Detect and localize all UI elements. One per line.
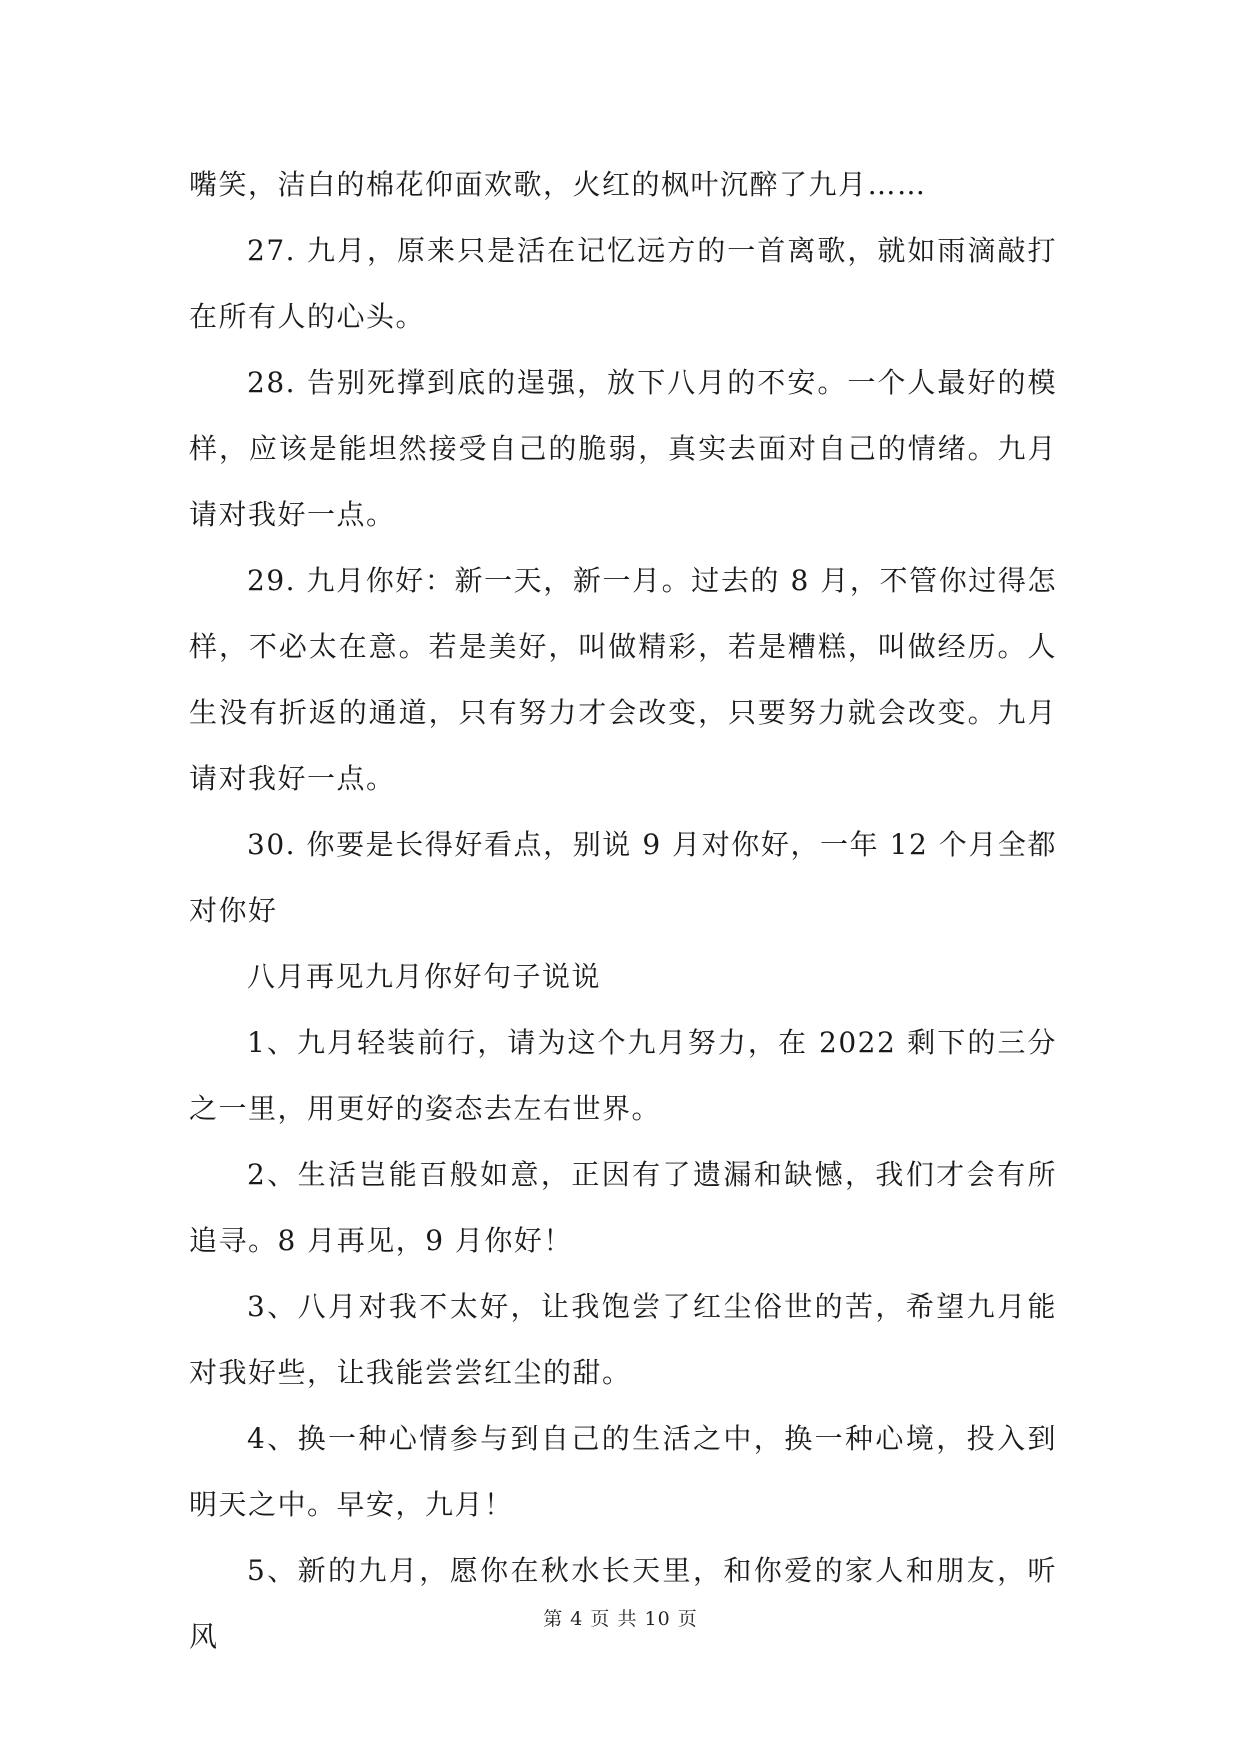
paragraph-28: 28. 告别死撑到底的逞强，放下八月的不安。一个人最好的模样，应该是能坦然接受自己的脆弱，真实去面对自己的情绪。九月请对我好一点。 xyxy=(189,366,1057,531)
paragraph-29: 29. 九月你好：新一天，新一月。过去的 8 月，不管你过得怎样，不必太在意。若是美好，叫做精彩，若是糟糕，叫做经历。人生没有折返的通道，只有努力才会改变，只要努力就会改变。九月请对我好一点。 xyxy=(189,564,1057,795)
list-item-1: 1、九月轻装前行，请为这个九月努力，在 2022 剩下的三分之一里，用更好的姿态去左右世界。 xyxy=(189,1026,1057,1125)
list-item-3: 3、八月对我不太好，让我饱尝了红尘俗世的苦，希望九月能对我好些，让我能尝尝红尘的甜。 xyxy=(189,1290,1057,1389)
list-item-2: 2、生活岂能百般如意，正因有了遗漏和缺憾，我们才会有所追寻。8 月再见，9 月你好！ xyxy=(189,1158,1057,1257)
paragraph-continuation: 嘴笑，洁白的棉花仰面欢歌，火红的枫叶沉醉了九月…… xyxy=(189,168,927,201)
section-heading: 八月再见九月你好句子说说 xyxy=(247,960,602,993)
list-item-5: 5、新的九月，愿你在秋水长天里，和你爱的家人和朋友，听风 xyxy=(189,1554,1057,1653)
paragraph-27: 27. 九月，原来只是活在记忆远方的一首离歌，就如雨滴敲打在所有人的心头。 xyxy=(189,234,1057,333)
document-body xyxy=(189,152,1057,1670)
paragraph-30: 30. 你要是长得好看点，别说 9 月对你好，一年 12 个月全都对你好 xyxy=(189,828,1057,927)
page-number-footer: 第 4 页 共 10 页 xyxy=(543,1608,698,1630)
list-item-4: 4、换一种心情参与到自己的生活之中，换一种心境，投入到明天之中。早安，九月！ xyxy=(189,1422,1057,1521)
